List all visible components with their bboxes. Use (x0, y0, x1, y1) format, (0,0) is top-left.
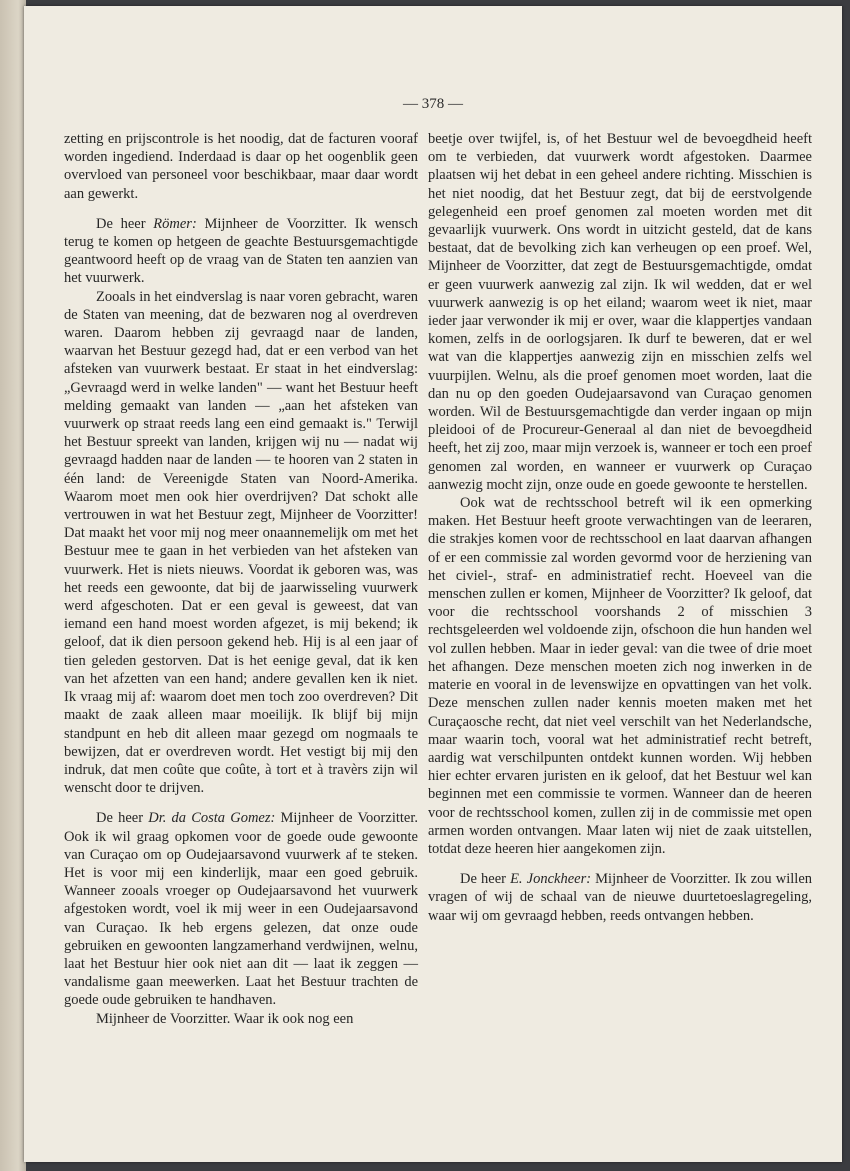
previous-page-edge (0, 0, 26, 1171)
left-column (64, 130, 418, 1028)
page-number: — 378 — (403, 96, 463, 112)
paragraph: Mijnheer de Voorzitter. Waar ik ook nog een (96, 1010, 354, 1027)
speaker-name: Römer: (153, 215, 197, 232)
speech-text: Mijnheer de Voorzitter. Ook ik wil graag opkomen voor de goede oude gewoonte van Curaçao om op Oudejaarsavond vuurwerk af te steken. Het is voor mij een kinderlijk, maar een goed gebruik. Wanneer zooals vroeger op Oudejaarsavond het vuurwerk afgestoken wordt, voel ik mij weer in een Oudejaarsavond van Curaçao. Ik heb ergens gelezen, dat onze oude gebruiken en gewoonten langzamerhand verdwijnen, welnu, laat het Bestuur hier ook niet aan dit — laat ik zeggen — vandalisme gaan meewerken. Laat het Bestuur trachten de goede oude gebruiken te handhaven. (64, 810, 418, 1009)
speaker-name: E. Jonckheer: (510, 871, 592, 888)
right-column (428, 130, 812, 925)
speaker-name: Dr. da Costa Gomez: (148, 810, 276, 827)
speech-intro: De heer (460, 871, 511, 888)
paragraph: Zooals in het eindverslag is naar voren gebracht, waren de Staten van meening, dat de bezwaren nog al overdreven waren. Daarom hebben zij gevraagd naar de landen, waarvan het Bestuur gezegd had, dat er een verbod van het afsteken van vuurwerk bestaat. Er staat in het eindverslag: „Gevraagd werd in welke landen" — want het Bestuur heeft melding gemaakt van landen — „aan het afsteken van vuurwerk op straat reeds lang een eind gemaakt is." Terwijl het Bestuur spreekt van landen, krijgen wij nu — nadat wij gevraagd hadden naar de landen — te hooren van 2 staten in één land: de Vereenigde Staten van Noord-Amerika. Waarom moet men ook hier overdrijven? Dat schokt alle vertrouwen in wat het Bestuur zegt, Mijnheer de Voorzitter! Dat maakt het voor mij nog meer onaannemelijk om met het Bestuur mee te gaan in het verbieden van het afsteken van vuurwerk. Het is niets nieuws. Voordat ik geboren was, was het reeds een gewoonte, dat bij de jaarwisseling vuurwerk werd afgeschoten. Dat er een geval is geweest, dat van iemand een hand moest worden afgezet, is mij bekend; ik geloof, dat ik dien persoon gekend heb. Hij is al een jaar of tien geleden gestorven. Dat is het eenige geval, dat ik ken van het afzetten van een hand; andere gevallen ken ik niet. Ik vraag mij af: waarom doet men toch zoo overdreven? Dit maakt de zaak alleen maar moeilijk. Ik blijf bij mijn standpunt en heb dit alleen maar gezegd om nogmaals te bewijzen, dat er overdreven wordt. Het vestigt bij mij den indruk, dat men coûte que coûte, à tort et à travèrs zijn wil wenscht door te drijven. (64, 288, 418, 797)
paragraph: beetje over twijfel, is, of het Bestuur wel de bevoegdheid heeft om te verbieden, dat vuurwerk wordt afgestoken. Daarmee plaatsen wij het debat in een geheel andere richting. Misschien is het niet noodig, dat het Bestuur zegt, dat bij de eerstvolgende gelegenheid een proef genomen zal moeten worden met dit gevaarlijk vuurwerk. Ons wordt in uitzicht gesteld, dat de kans bestaat, dat de bevolking zich kan verheugen op een proef. Wel, Mijnheer de Voorzitter, dat zegt de Bestuursgemachtigde, omdat er geen vuurwerk aanwezig zal zijn. Ik wil wedden, dat er wel vuurwerk aanwezig is op het eiland; waarom weet ik niet, maar ieder jaar verwonder ik mij er over, waar die klappertjes vandaan komen, zelfs in de oorlogsjaren. Ik durf te beweren, dat er wel wat van die klappertjes aanwezig zijn en misschien zelfs wel vuurpijlen. Welnu, als die proef genomen moet worden, laat die dan nu op den goeden Oudejaarsavond van Curaçao genomen worden. Wil de Bestuursgemachtigde dan verder ingaan op mijn pleidooi of de Procureur-Generaal al dan niet de bevoegdheid heeft, het zij zoo, maar mijn verzoek is, wanneer er toch een proef genomen zal worden, en wanneer er vuurwerk op Curaçao aanwezig mocht zijn, onze oude en goede gewoonte te herstellen. (428, 131, 812, 493)
speech-intro: De heer (96, 215, 154, 232)
speech-intro: De heer (96, 810, 149, 827)
speech-paragraph (428, 870, 812, 925)
speech-paragraph (64, 809, 418, 1009)
paragraph: zetting en prijscontrole is het noodig, dat de facturen vooraf worden ingediend. Inderdaad is daar op het oogenblik geen overvloed van personeel voor beschikbaar, maar daar wordt aan gewerkt. (64, 131, 418, 202)
document-page (24, 6, 842, 1162)
speech-text: Mijnheer de Voorzitter. Ik zou willen vragen of wij de schaal van de nieuwe duurtetoeslagregeling, waar wij om gevraagd hebben, reeds ontvangen hebben. (428, 871, 813, 924)
paragraph: Ook wat de rechtsschool betreft wil ik een opmerking maken. Het Bestuur heeft groote verwachtingen van de leeraren, die strakjes komen voor de rechtsschool en laat daarvan afhangen of er een commissie zal worden gevormd voor de herziening van het civiel-, straf- en administratief recht. Hoeveel van die menschen zullen er komen, Mijnheer de Voorzitter? Ik geloof, dat voor die rechtsschool voorshands 2 of misschien 3 rechtsgeleerden wel voldoende zijn, ofschoon die hun handen wel vol zullen hebben. Maar in ieder geval: van die twee of drie moet het afhangen. Deze menschen moeten zich nog inwerken in de materie en vooral in de levenswijze en opvattingen van het volk. Deze menschen zullen nader kennis moeten maken met het Curaçaosche recht, dat niet veel verschilt van het Nederlandsche, maar waarin toch, vooral wat het administratief recht betreft, aardig wat verschilpunten ontdekt kunnen worden. Wij hebben hier echter ervaren juristen en ik geloof, dat het Bestuur wel kan beginnen met een commissie te vormen. Wanneer dan de heeren voor de rechtsschool komen, zullen zij in de commissie met open armen worden ontvangen. Maar laten wij niet de zaak uitstellen, totdat deze heeren hier aangekomen zijn. (428, 495, 812, 857)
speech-paragraph (64, 215, 418, 288)
speech-text: Mijnheer de Voorzitter. Ik wensch terug te komen op hetgeen de geachte Bestuursgemachtigde geantwoord heeft op de vraag van de Staten ten aanzien van het vuurwerk. (64, 215, 418, 287)
